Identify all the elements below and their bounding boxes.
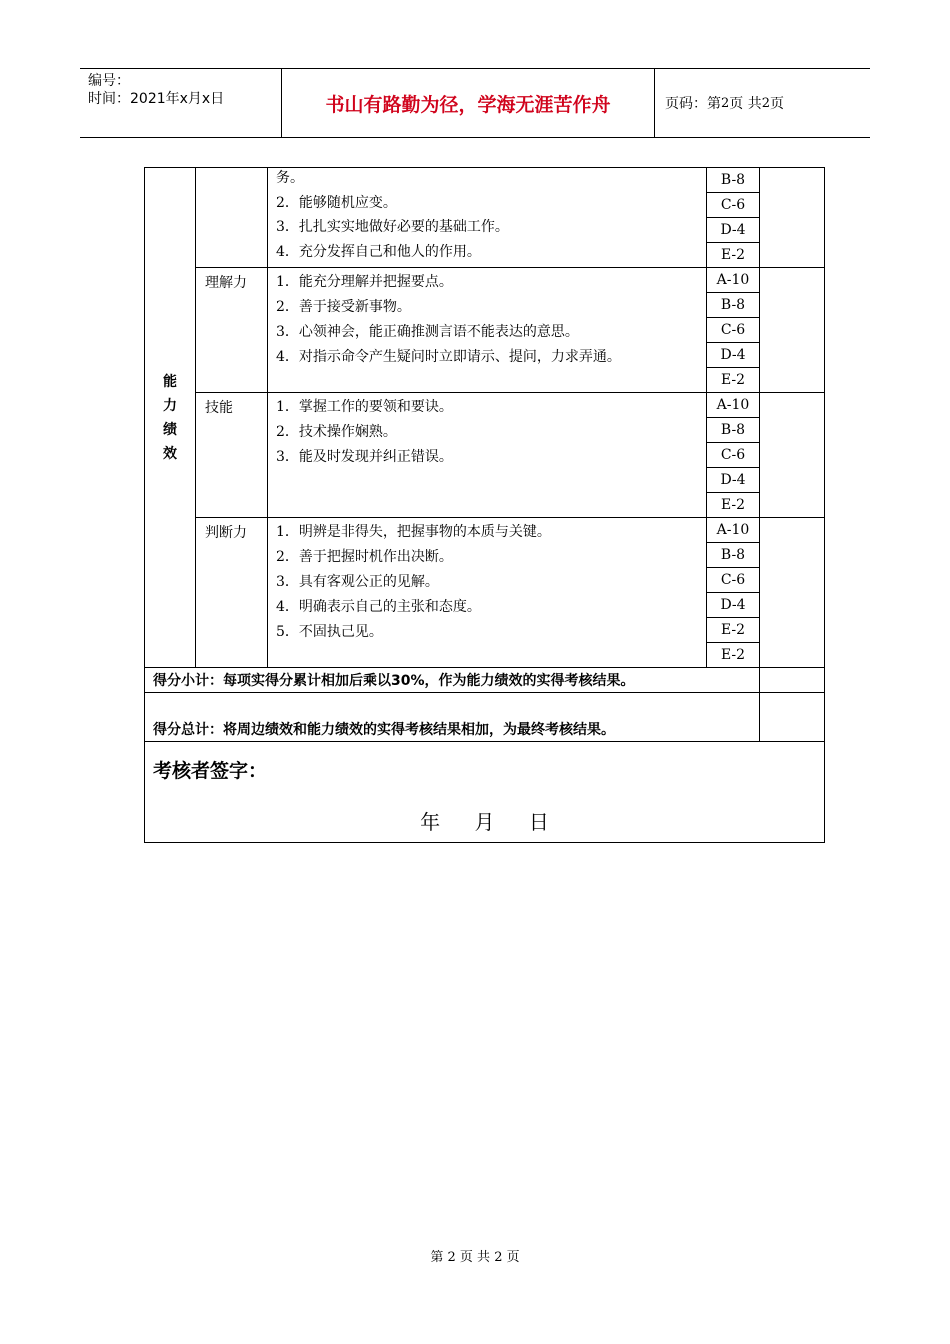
- category-char: 绩: [163, 421, 177, 438]
- criteria-line: 3．心领神会，能正确推测言语不能表达的意思。: [276, 324, 579, 340]
- header-page-info: [665, 69, 784, 137]
- grade-cell: D-4: [707, 468, 760, 493]
- grade-cell: C-6: [707, 443, 760, 468]
- signature-date: [145, 806, 824, 835]
- criteria-line: 1．明辨是非得失，把握事物的本质与关键。: [276, 524, 551, 540]
- grade-cell: B-8: [707, 418, 760, 443]
- grade-cell: D-4: [707, 343, 760, 368]
- sub-item-name: [196, 168, 268, 268]
- criteria-line: 3．扎扎实实地做好必要的基础工作。: [276, 219, 509, 235]
- page-mid: 页 共: [729, 96, 762, 112]
- score-cell[interactable]: [760, 268, 825, 393]
- date-year: 年: [420, 810, 441, 834]
- grade-cell: E-2: [707, 493, 760, 518]
- criteria-text: [268, 268, 707, 393]
- criteria-line: 4．充分发挥自己和他人的作用。: [276, 243, 481, 260]
- grade-cell: A-10: [707, 393, 760, 418]
- grade-cell: E-2: [707, 243, 760, 268]
- evaluation-table: [144, 167, 825, 843]
- score-cell[interactable]: [760, 393, 825, 518]
- sub-item-name: 判断力: [196, 518, 268, 668]
- grade-cell: B-8: [707, 168, 760, 193]
- grade-cell: D-4: [707, 593, 760, 618]
- criteria-line: 务。: [276, 170, 304, 186]
- time-label: 时间：2021年x月x日: [88, 91, 225, 107]
- header-meta: [88, 72, 224, 108]
- grade-cell: B-8: [707, 543, 760, 568]
- score-cell[interactable]: [760, 168, 825, 268]
- criteria-line: 2．善于把握时机作出决断。: [276, 549, 453, 565]
- date-day: 日: [528, 810, 549, 834]
- grade-cell: C-6: [707, 568, 760, 593]
- sub-item-name: 理解力: [196, 268, 268, 393]
- criteria-text: [268, 168, 707, 268]
- criteria-line: 2．能够随机应变。: [276, 194, 397, 211]
- criteria-line: 3．具有客观公正的见解。: [276, 574, 439, 590]
- criteria-text: [268, 518, 707, 668]
- page-label: 页码：第: [665, 96, 721, 112]
- criteria-line: 4．明确表示自己的主张和态度。: [276, 599, 481, 615]
- score-cell[interactable]: [760, 518, 825, 668]
- number-label: 编号：: [88, 73, 130, 89]
- total-score-cell[interactable]: [760, 693, 825, 742]
- page-end: 页: [770, 96, 785, 112]
- criteria-line: 1．掌握工作的要领和要诀。: [276, 399, 453, 415]
- page-total: 2: [761, 95, 771, 111]
- criteria-line: 4．对指示命令产生疑问时立即请示、提问，力求弄通。: [276, 349, 621, 365]
- criteria-line: 1．能充分理解并把握要点。: [276, 274, 453, 290]
- page-number: 2: [721, 95, 730, 111]
- grade-cell: E-2: [707, 368, 760, 393]
- category-char: 力: [163, 397, 177, 414]
- criteria-line: 2．技术操作娴熟。: [276, 424, 397, 440]
- grade-cell: E-2: [707, 643, 760, 668]
- grade-cell: A-10: [707, 518, 760, 543]
- criteria-line: 2．善于接受新事物。: [276, 299, 411, 315]
- grade-cell: B-8: [707, 293, 760, 318]
- grade-cell: E-2: [707, 618, 760, 643]
- category-char: 效: [163, 445, 177, 462]
- grade-cell: A-10: [707, 268, 760, 293]
- total-text: 得分总计：将周边绩效和能力绩效的实得考核结果相加，为最终考核结果。: [145, 693, 760, 742]
- grade-cell: C-6: [707, 193, 760, 218]
- header-motto: 书山有路勤为径，学海无涯苦作舟: [325, 93, 611, 116]
- subtotal-score-cell[interactable]: [760, 668, 825, 693]
- signature-area[interactable]: [145, 742, 825, 843]
- category-cell: [145, 168, 196, 668]
- signer-label: 考核者签字：: [153, 760, 268, 782]
- criteria-text: [268, 393, 707, 518]
- criteria-line: 3．能及时发现并纠正错误。: [276, 449, 453, 465]
- date-month: 月: [474, 810, 495, 834]
- grade-cell: C-6: [707, 318, 760, 343]
- sub-item-name: 技能: [196, 393, 268, 518]
- subtotal-text: 得分小计：每项实得分累计相加后乘以30%，作为能力绩效的实得考核结果。: [145, 668, 760, 693]
- grade-cell: D-4: [707, 218, 760, 243]
- page-header: [80, 68, 870, 138]
- criteria-line: 5．不固执己见。: [276, 624, 383, 640]
- header-divider: [654, 69, 655, 137]
- page-footer: 第 2 页 共 2 页: [430, 1250, 520, 1265]
- category-char: 能: [163, 373, 177, 390]
